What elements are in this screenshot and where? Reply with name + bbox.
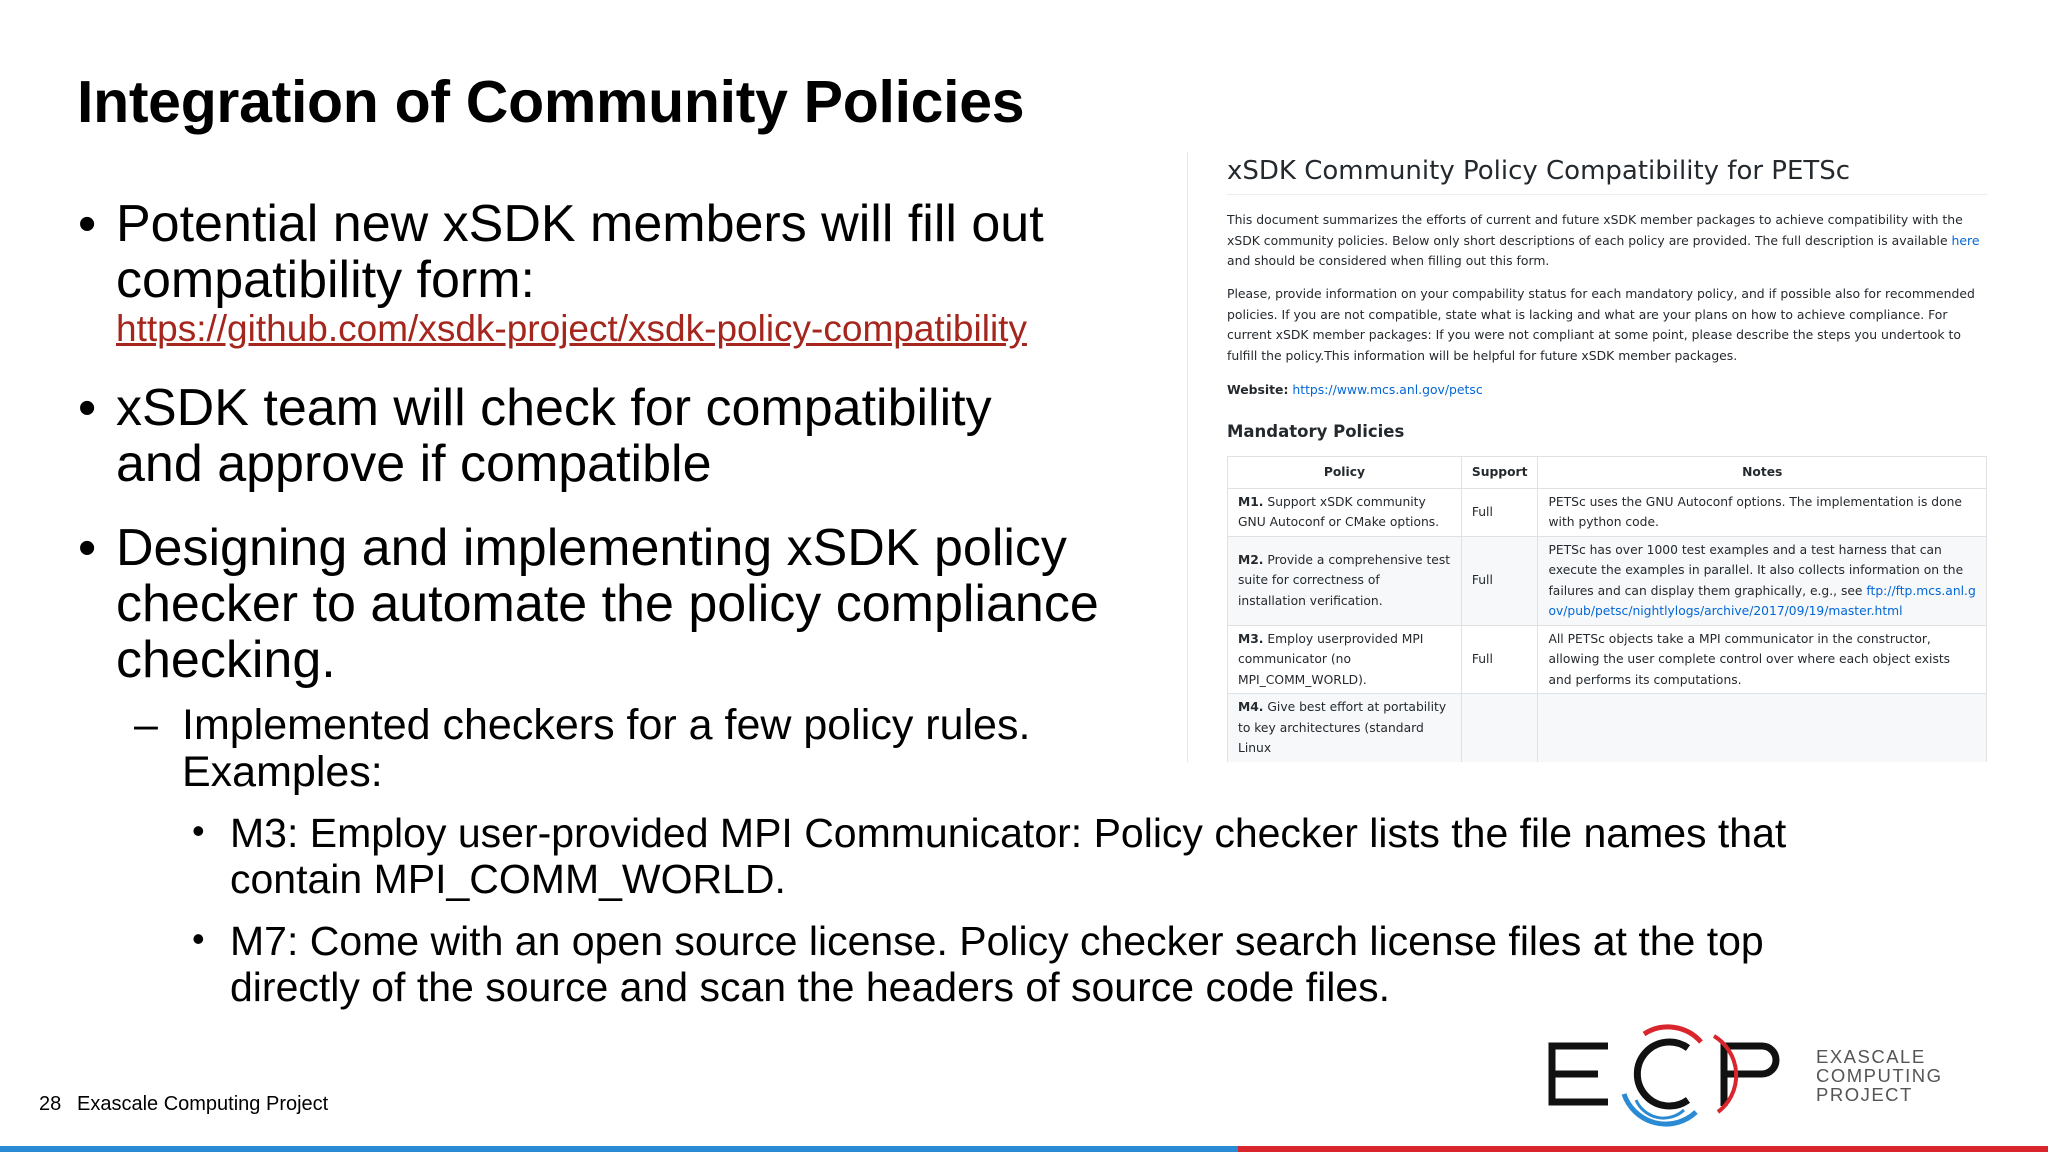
- bullet-item: [78, 519, 1099, 689]
- bullet-text: checking.: [116, 631, 336, 689]
- bullet-text: and approve if compatible: [116, 435, 712, 493]
- bullet-item: [78, 195, 1044, 350]
- support-cell: Full: [1461, 536, 1538, 625]
- notes-cell: PETSc uses the GNU Autoconf options. The implementation is done with python code.: [1538, 488, 1987, 536]
- doc-title: xSDK Community Policy Compatibility for PETSc: [1227, 156, 1987, 195]
- bullet-item: [78, 379, 992, 493]
- table-row: [1228, 536, 1987, 625]
- doc-intro-paragraph: [1227, 210, 1987, 272]
- support-cell: Full: [1461, 625, 1538, 694]
- policy-cell: [1228, 536, 1462, 625]
- policy-cell: [1228, 625, 1462, 694]
- sub-sub-bullet-item: [192, 810, 1787, 902]
- sub-sub-bullet-text: contain MPI_COMM_WORLD.: [230, 856, 786, 902]
- bullet-text: Designing and implementing xSDK policy: [116, 519, 1067, 577]
- bullet-marker: •: [192, 810, 205, 851]
- policy-cell: [1228, 488, 1462, 536]
- slide-title: Integration of Community Policies: [77, 69, 1025, 135]
- logo-line: COMPUTING: [1816, 1065, 1943, 1086]
- notes-cell: [1538, 694, 1987, 763]
- sub-bullet-item: [134, 701, 1031, 796]
- bullet-marker: •: [78, 379, 97, 437]
- support-cell: Full: [1461, 488, 1538, 536]
- table-row: [1228, 625, 1987, 694]
- table-row: [1228, 488, 1987, 536]
- footer-bar-blue: [0, 1146, 1238, 1152]
- footer-bar-red: [1238, 1146, 2048, 1152]
- website-label: Website:: [1227, 382, 1289, 397]
- doc-intro-text-end: and should be considered when filling out this form.: [1227, 253, 1550, 268]
- logo-c-arc-dark: [1637, 1042, 1688, 1106]
- table-header: Notes: [1538, 457, 1987, 489]
- policy-text: Support xSDK community GNU Autoconf or CMake options.: [1238, 494, 1440, 529]
- policy-compatibility-link[interactable]: https://github.com/xsdk-project/xsdk-policy-compatibility: [116, 308, 1027, 349]
- policy-id: M2.: [1238, 552, 1264, 567]
- embedded-document-screenshot: [1187, 152, 2024, 762]
- table-header-row: [1228, 457, 1987, 489]
- policy-id: M3.: [1238, 631, 1264, 646]
- bullet-marker: •: [78, 195, 97, 253]
- doc-instructions-paragraph: Please, provide information on your compability status for each mandatory policy, and if possible also for recommended policies. If you are not compatible, state what is lacking and what are your plans on how to achieve compliance. For current xSDK member packages: If you were not compliant at some point, please describe the steps you undertook to fulfill the policy.This information will be helpful for future xSDK member packages.: [1227, 286, 1975, 363]
- policy-table: [1227, 456, 1987, 762]
- logo-line: EXASCALE: [1816, 1046, 1926, 1067]
- table-row: [1228, 694, 1987, 763]
- notes-cell: [1538, 536, 1987, 625]
- sub-bullet-text: Examples:: [182, 748, 383, 796]
- sub-sub-bullet-item: [192, 918, 1764, 1010]
- sub-bullet-text: Implemented checkers for a few policy rules.: [182, 701, 1031, 749]
- doc-intro-text: This document summarizes the efforts of current and future xSDK member packages to achieve compatibility with the xSDK community policies. Below only short descriptions of each policy are provided. The full description is available: [1227, 212, 1963, 248]
- sub-sub-bullet-text: M7: Come with an open source license. Policy checker search license files at the top: [230, 918, 1764, 964]
- footer-org: Exascale Computing Project: [77, 1093, 329, 1115]
- policy-text: Give best effort at portability to key architectures (standard Linux: [1238, 700, 1447, 755]
- bullet-marker: •: [78, 519, 97, 577]
- website-link[interactable]: https://www.mcs.anl.gov/petsc: [1292, 382, 1483, 397]
- logo-text: [1816, 1047, 1943, 1104]
- bullet-text: checker to automate the policy compliance: [116, 575, 1099, 633]
- notes-cell: All PETSc objects take a MPI communicator in the constructor, allowing the user complete control over where each object exists and performs its computations.: [1538, 625, 1987, 694]
- sub-sub-bullet-text: directly of the source and scan the headers of source code files.: [230, 964, 1391, 1010]
- policy-text: Provide a comprehensive test suite for correctness of installation verification.: [1238, 552, 1451, 608]
- sub-sub-bullet-text: M3: Employ user-provided MPI Communicator: Policy checker lists the file names that: [230, 810, 1787, 856]
- policy-text: Employ userprovided MPI communicator (no MPI_COMM_WORLD).: [1238, 631, 1424, 687]
- policy-id: M1.: [1238, 494, 1264, 509]
- dash-marker: –: [134, 701, 158, 749]
- doc-section-heading: Mandatory Policies: [1227, 422, 1405, 441]
- policy-cell: [1228, 694, 1462, 763]
- page-number: 28: [39, 1093, 62, 1115]
- policy-id: M4.: [1238, 700, 1264, 714]
- table-header: Policy: [1228, 457, 1462, 489]
- doc-website: [1227, 380, 1987, 401]
- support-cell: [1461, 694, 1538, 763]
- logo-line: PROJECT: [1816, 1084, 1913, 1105]
- bullet-marker: •: [192, 918, 205, 959]
- logo-letter-e: [1552, 1046, 1608, 1102]
- notes-text: PETSc has over 1000 test examples and a test harness that can execute the examples in parallel. It also collects information on the failures and can display them graphically, e.g., see: [1548, 542, 1964, 598]
- bullet-text: xSDK team will check for compatibility: [116, 379, 992, 437]
- table-header: Support: [1461, 457, 1538, 489]
- bullet-text: compatibility form:: [116, 251, 535, 309]
- nightlylogs-link[interactable]: ftp://ftp.mcs.anl.gov/pub/petsc/nightlylogs/archive/2017/09/19/master.html: [1548, 583, 1976, 618]
- bullet-text: Potential new xSDK members will fill out: [116, 195, 1044, 253]
- doc-here-link[interactable]: here: [1951, 232, 1980, 248]
